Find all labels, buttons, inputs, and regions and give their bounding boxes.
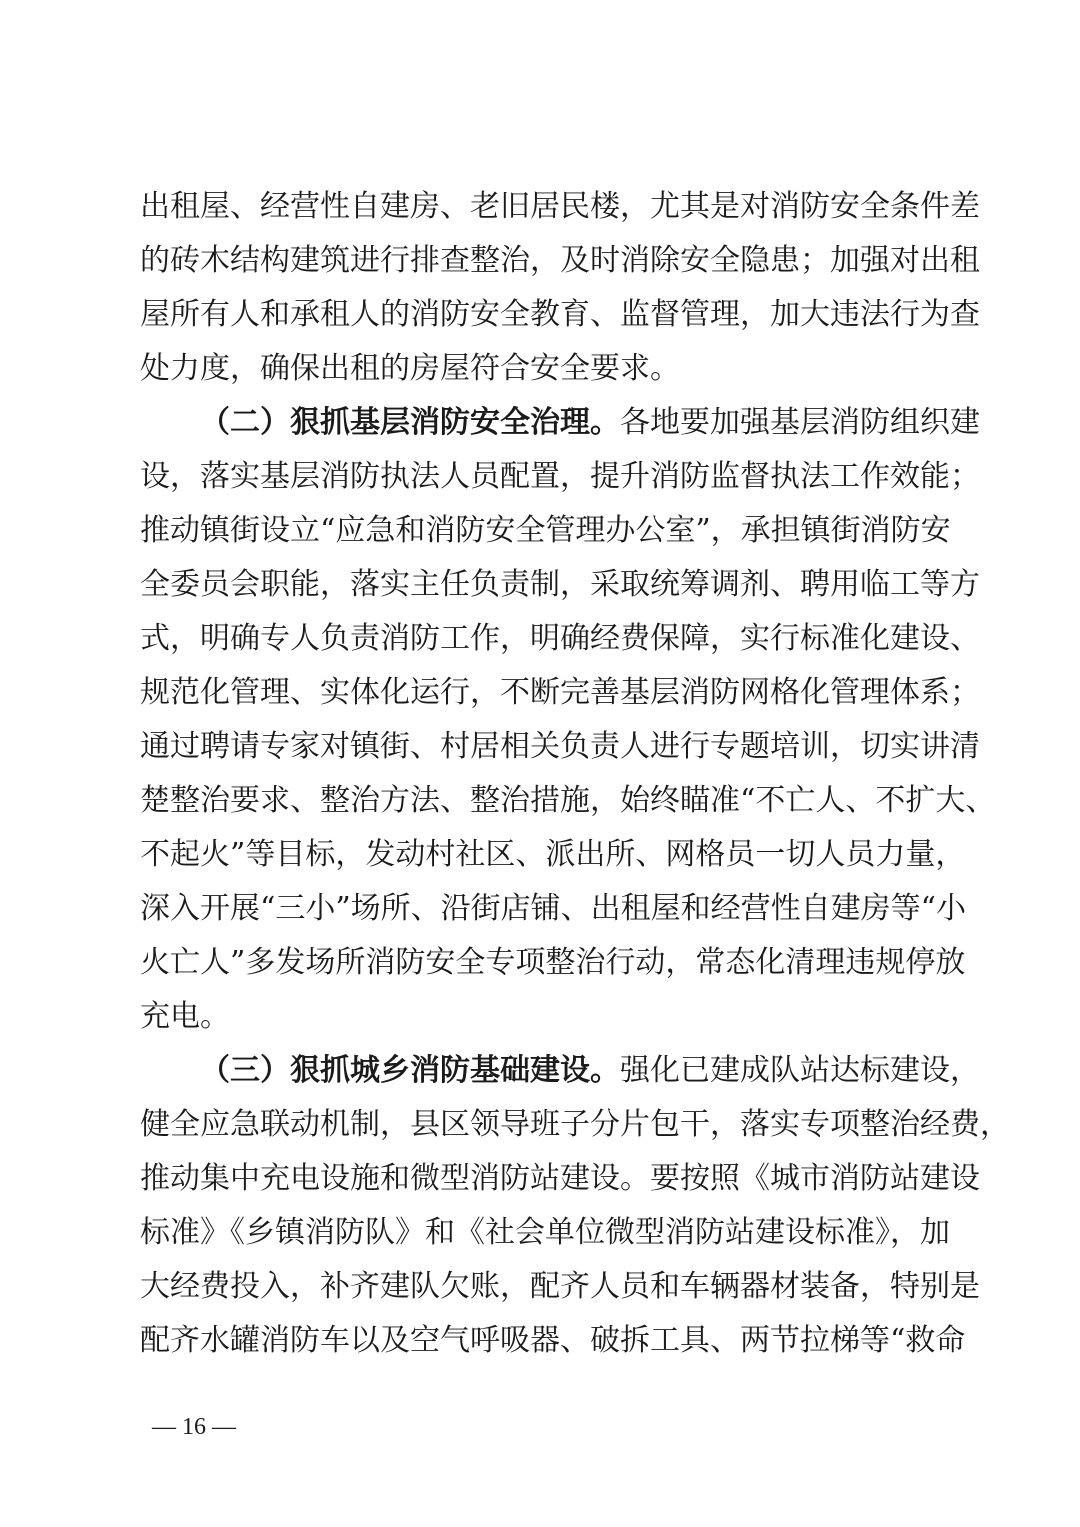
paragraph-line: 推动集中充电设施和微型消防站建设。要按照《城市消防站建设 bbox=[140, 1161, 980, 1196]
section-heading-line bbox=[140, 1044, 980, 1098]
paragraph-line: 火亡人”多发场所消防安全专项整治行动，常态化清理违规停放 bbox=[140, 945, 966, 980]
heading-line-text: 强化已建成队站达标建设， bbox=[620, 1053, 980, 1088]
paragraph-line: 通过聘请专家对镇街、村居相关负责人进行专题培训，切实讲清 bbox=[140, 729, 980, 764]
paragraph-line: 楚整治要求、整治方法、整治措施，始终瞄准“不亡人、不扩大、 bbox=[140, 783, 996, 818]
heading-line-text: 各地要加强基层消防组织建 bbox=[620, 405, 980, 440]
paragraph-line: 设，落实基层消防执法人员配置，提升消防监督执法工作效能； bbox=[140, 459, 980, 494]
section-heading: （三）狠抓城乡消防基础建设。 bbox=[200, 1053, 620, 1088]
paragraph-line: 推动镇街设立“应急和消防安全管理办公室”，承担镇街消防安 bbox=[140, 513, 951, 548]
paragraph-line: 深入开展“三小”场所、沿街店铺、出租屋和经营性自建房等“小 bbox=[140, 891, 967, 926]
paragraph-line: 不起火”等目标，发动村社区、派出所、网格员一切人员力量， bbox=[140, 837, 966, 872]
paragraph-line: 规范化管理、实体化运行，不断完善基层消防网格化管理体系； bbox=[140, 675, 980, 710]
section-heading-line bbox=[140, 396, 980, 450]
paragraph-line: 出租屋、经营性自建房、老旧居民楼，尤其是对消防安全条件差 bbox=[140, 189, 980, 224]
paragraph-line: 健全应急联动机制，县区领导班子分片包干，落实专项整治经费， bbox=[140, 1107, 1010, 1142]
paragraph-line: 大经费投入，补齐建队欠账，配齐人员和车辆器材装备，特别是 bbox=[140, 1269, 980, 1304]
paragraph-line: 配齐水罐消防车以及空气呼吸器、破拆工具、两节拉梯等“救命 bbox=[140, 1323, 966, 1358]
paragraph-line: 全委员会职能，落实主任负责制，采取统筹调剂、聘用临工等方 bbox=[140, 567, 980, 602]
paragraph-line: 的砖木结构建筑进行排查整治，及时消除安全隐患；加强对出租 bbox=[140, 243, 980, 278]
paragraph-line: 式，明确专人负责消防工作，明确经费保障，实行标准化建设、 bbox=[140, 621, 980, 656]
paragraph-line: 充电。 bbox=[140, 999, 230, 1034]
page-number: — 16 — bbox=[152, 1414, 236, 1440]
paragraph-line: 屋所有人和承租人的消防安全教育、监督管理，加大违法行为查 bbox=[140, 297, 980, 332]
paragraph-line: 标准》《乡镇消防队》和《社会单位微型消防站建设标准》，加 bbox=[140, 1215, 950, 1250]
paragraph-line: 处力度，确保出租的房屋符合安全要求。 bbox=[140, 351, 680, 386]
section-heading: （二）狠抓基层消防安全治理。 bbox=[200, 405, 620, 440]
